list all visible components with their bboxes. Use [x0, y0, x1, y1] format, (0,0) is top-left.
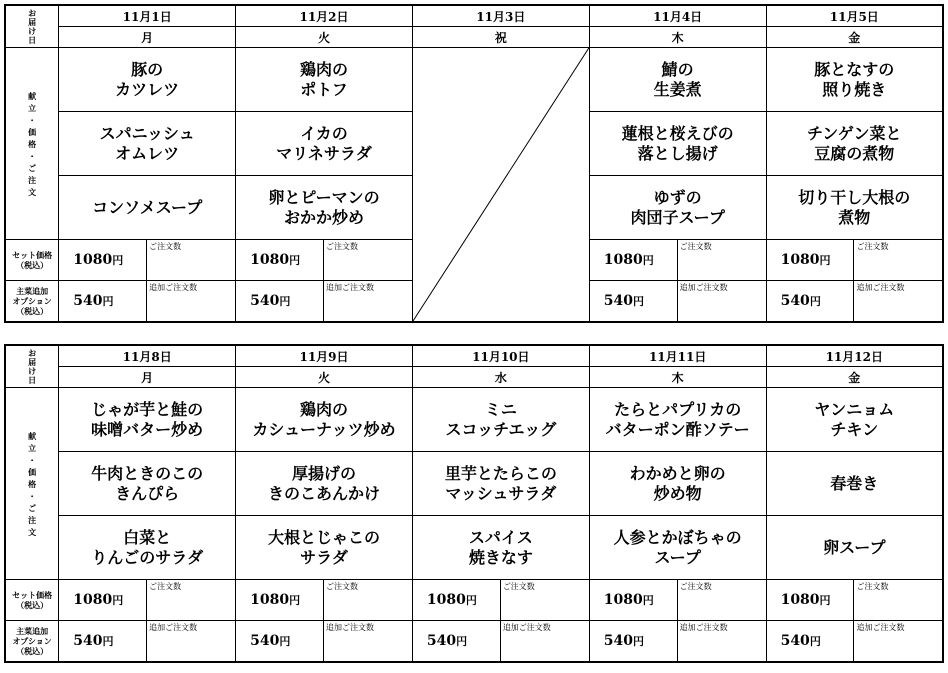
set-price: 1080円: [766, 240, 854, 281]
delivery-label: お 届 け 日: [5, 345, 59, 388]
date-header: 11月3日: [412, 5, 589, 27]
dish-cell: ミニ スコッチエッグ: [412, 388, 589, 452]
dish-cell: スパニッシュ オムレツ: [59, 112, 236, 176]
weekday-header: 祝: [412, 27, 589, 48]
dish-cell: 大根とじゃこの サラダ: [236, 516, 413, 580]
option-price: 540円: [589, 621, 677, 663]
dish-cell: ゆずの 肉団子スープ: [589, 176, 766, 240]
extra-order-count-field[interactable]: 追加ご注文数: [854, 621, 943, 663]
set-price-label: セット価格 （税込）: [5, 240, 59, 281]
option-label: 主菜追加 オプション （税込）: [5, 281, 59, 323]
weekday-header: 金: [766, 27, 943, 48]
option-price: 540円: [589, 281, 677, 323]
dish-cell: 蓮根と桜えびの 落とし揚げ: [589, 112, 766, 176]
order-count-field[interactable]: ご注文数: [677, 580, 766, 621]
holiday-slash: [413, 48, 589, 321]
dish-cell: 鶏肉の ポトフ: [236, 48, 413, 112]
weekday-header: 木: [589, 367, 766, 388]
order-count-field[interactable]: ご注文数: [677, 240, 766, 281]
weekday-header: 火: [236, 27, 413, 48]
option-price: 540円: [59, 621, 147, 663]
date-header: 11月5日: [766, 5, 943, 27]
dish-cell: 春巻き: [766, 452, 943, 516]
extra-order-count-field[interactable]: 追加ご注文数: [323, 621, 412, 663]
dish-cell: ヤンニョム チキン: [766, 388, 943, 452]
dish-cell: たらとパプリカの バターポン酢ソテー: [589, 388, 766, 452]
set-price: 1080円: [412, 580, 500, 621]
holiday-cell: [412, 48, 589, 323]
set-price: 1080円: [59, 580, 147, 621]
dish-cell: 卵スープ: [766, 516, 943, 580]
dish-cell: 厚揚げの きのこあんかけ: [236, 452, 413, 516]
order-count-field[interactable]: ご注文数: [147, 240, 236, 281]
menu-label: 献 立 ・ 価 格 ・ ご 注 文: [5, 48, 59, 240]
dish-cell: 豚となすの 照り焼き: [766, 48, 943, 112]
order-count-field[interactable]: ご注文数: [323, 240, 412, 281]
set-price: 1080円: [766, 580, 854, 621]
extra-order-count-field[interactable]: 追加ご注文数: [677, 281, 766, 323]
set-price: 1080円: [236, 240, 324, 281]
date-header: 11月2日: [236, 5, 413, 27]
order-count-field[interactable]: ご注文数: [854, 580, 943, 621]
dish-cell: じゃが芋と鮭の 味噌バター炒め: [59, 388, 236, 452]
order-count-field[interactable]: ご注文数: [500, 580, 589, 621]
set-price-label: セット価格 （税込）: [5, 580, 59, 621]
set-price: 1080円: [589, 240, 677, 281]
weekday-header: 水: [412, 367, 589, 388]
dish-cell: 鯖の 生姜煮: [589, 48, 766, 112]
extra-order-count-field[interactable]: 追加ご注文数: [500, 621, 589, 663]
dish-cell: 白菜と りんごのサラダ: [59, 516, 236, 580]
extra-order-count-field[interactable]: 追加ご注文数: [854, 281, 943, 323]
week-table: [4, 344, 944, 663]
date-header: 11月9日: [236, 345, 413, 367]
dish-cell: 豚の カツレツ: [59, 48, 236, 112]
dish-cell: 人参とかぼちゃの スープ: [589, 516, 766, 580]
dish-cell: 切り干し大根の 煮物: [766, 176, 943, 240]
option-price: 540円: [236, 621, 324, 663]
weekday-header: 月: [59, 367, 236, 388]
dish-cell: イカの マリネサラダ: [236, 112, 413, 176]
dish-cell: わかめと卵の 炒め物: [589, 452, 766, 516]
option-price: 540円: [766, 281, 854, 323]
date-header: 11月1日: [59, 5, 236, 27]
date-header: 11月4日: [589, 5, 766, 27]
option-label: 主菜追加 オプション （税込）: [5, 621, 59, 663]
extra-order-count-field[interactable]: 追加ご注文数: [323, 281, 412, 323]
weekday-header: 木: [589, 27, 766, 48]
order-count-field[interactable]: ご注文数: [323, 580, 412, 621]
option-price: 540円: [236, 281, 324, 323]
date-header: 11月12日: [766, 345, 943, 367]
extra-order-count-field[interactable]: 追加ご注文数: [147, 281, 236, 323]
extra-order-count-field[interactable]: 追加ご注文数: [147, 621, 236, 663]
dish-cell: スパイス 焼きなす: [412, 516, 589, 580]
dish-cell: 鶏肉の カシューナッツ炒め: [236, 388, 413, 452]
weekday-header: 月: [59, 27, 236, 48]
option-price: 540円: [412, 621, 500, 663]
set-price: 1080円: [236, 580, 324, 621]
set-price: 1080円: [59, 240, 147, 281]
dish-cell: 牛肉ときのこの きんぴら: [59, 452, 236, 516]
dish-cell: チンゲン菜と 豆腐の煮物: [766, 112, 943, 176]
menu-label: 献 立 ・ 価 格 ・ ご 注 文: [5, 388, 59, 580]
dish-cell: コンソメスープ: [59, 176, 236, 240]
date-header: 11月8日: [59, 345, 236, 367]
set-price: 1080円: [589, 580, 677, 621]
option-price: 540円: [59, 281, 147, 323]
dish-cell: 里芋とたらこの マッシュサラダ: [412, 452, 589, 516]
extra-order-count-field[interactable]: 追加ご注文数: [677, 621, 766, 663]
date-header: 11月10日: [412, 345, 589, 367]
weekday-header: 金: [766, 367, 943, 388]
order-count-field[interactable]: ご注文数: [147, 580, 236, 621]
dish-cell: 卵とピーマンの おかか炒め: [236, 176, 413, 240]
delivery-label: お 届 け 日: [5, 5, 59, 48]
weekday-header: 火: [236, 367, 413, 388]
order-count-field[interactable]: ご注文数: [854, 240, 943, 281]
week-table: [4, 4, 944, 323]
option-price: 540円: [766, 621, 854, 663]
date-header: 11月11日: [589, 345, 766, 367]
